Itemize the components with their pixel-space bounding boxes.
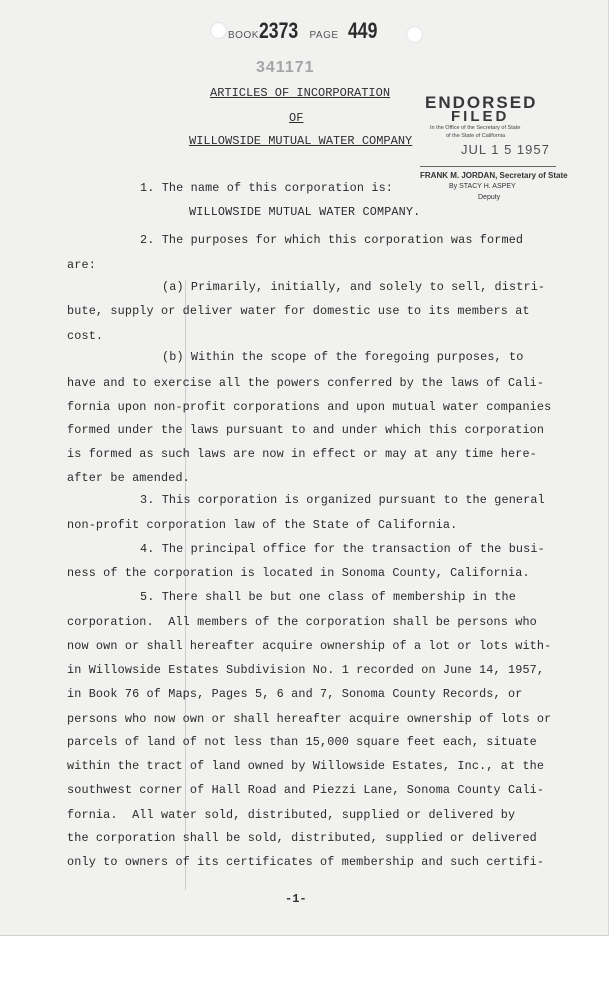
title-line-2: OF	[289, 111, 304, 125]
body-line: after be amended.	[67, 471, 190, 485]
body-line: 1. The name of this corporation is:	[140, 181, 394, 195]
stamp-office-line-2: of the State of California	[446, 133, 506, 139]
book-number: 2373	[258, 18, 299, 43]
stamp-office-line-1: In the Office of the Secretary of State	[430, 125, 521, 131]
body-line: within the tract of land owned by Willowside Estates, Inc., at the	[67, 759, 545, 773]
body-line: in Book 76 of Maps, Pages 5, 6 and 7, Sonoma County Records, or	[67, 687, 523, 701]
stamp-by-line: By STACY H. ASPEY	[449, 183, 516, 190]
body-line: non-profit corporation law of the State of California.	[67, 518, 458, 532]
body-line: formed under the laws pursuant to and under which this corporation	[67, 423, 545, 437]
body-line: persons who now own or shall hereafter acquire ownership of lots or	[67, 712, 552, 726]
title-line-3: WILLOWSIDE MUTUAL WATER COMPANY	[189, 134, 413, 148]
book-page-header	[228, 18, 385, 44]
body-line: (b) Within the scope of the foregoing purposes, to	[162, 350, 524, 364]
body-line: 5. There shall be but one class of membership in the	[140, 590, 516, 604]
page-number-footer: -1-	[285, 892, 307, 906]
body-line: parcels of land of not less than 15,000 square feet each, situate	[67, 735, 537, 749]
stamp-filed: FILED	[451, 108, 510, 125]
fold-crease	[185, 280, 186, 890]
body-line: corporation. All members of the corporation shall be persons who	[67, 615, 537, 629]
body-line: 3. This corporation is organized pursuant to the general	[140, 493, 545, 507]
body-line: fornia upon non-profit corporations and upon mutual water companies	[67, 400, 552, 414]
body-line: southwest corner of Hall Road and Piezzi Lane, Sonoma County Cali-	[67, 783, 545, 797]
title-line-1: ARTICLES OF INCORPORATION	[210, 86, 391, 100]
body-line: are:	[67, 258, 96, 272]
body-line: WILLOWSIDE MUTUAL WATER COMPANY.	[189, 205, 421, 219]
punch-hole-left	[210, 22, 227, 39]
book-label: BOOK	[228, 30, 259, 41]
body-line: have and to exercise all the powers conferred by the laws of Cali-	[67, 376, 545, 390]
stamp-endorsed: ENDORSED	[425, 93, 538, 112]
stamp-deputy: Deputy	[478, 194, 501, 201]
stamp-date: JUL 1 5 1957	[461, 142, 550, 157]
body-line: 4. The principal office for the transaction of the busi-	[140, 542, 545, 556]
body-line: 2. The purposes for which this corporation was formed	[140, 233, 524, 247]
body-line: fornia. All water sold, distributed, supplied or delivered by	[67, 808, 516, 822]
body-line: only to owners of its certificates of membership and such certifi-	[67, 855, 545, 869]
body-line: cost.	[67, 329, 104, 343]
body-line: (a) Primarily, initially, and solely to sell, distri-	[162, 280, 546, 294]
body-line: ness of the corporation is located in Sonoma County, California.	[67, 566, 530, 580]
body-line: bute, supply or deliver water for domestic use to its members at	[67, 304, 530, 318]
body-line: in Willowside Estates Subdivision No. 1 recorded on June 14, 1957,	[67, 663, 545, 677]
body-line: is formed as such laws are now in effect or may at any time here-	[67, 447, 537, 461]
body-line: now own or shall hereafter acquire ownership of a lot or lots with-	[67, 639, 552, 653]
body-line: the corporation shall be sold, distributed, supplied or delivered	[67, 831, 537, 845]
document-number: 341171	[256, 59, 315, 76]
page-label: PAGE	[309, 30, 339, 41]
punch-hole-right	[406, 26, 423, 43]
stamp-divider	[420, 166, 556, 167]
stamp-secretary: FRANK M. JORDAN, Secretary of State	[420, 171, 568, 180]
page-number-header: 449	[348, 18, 378, 43]
